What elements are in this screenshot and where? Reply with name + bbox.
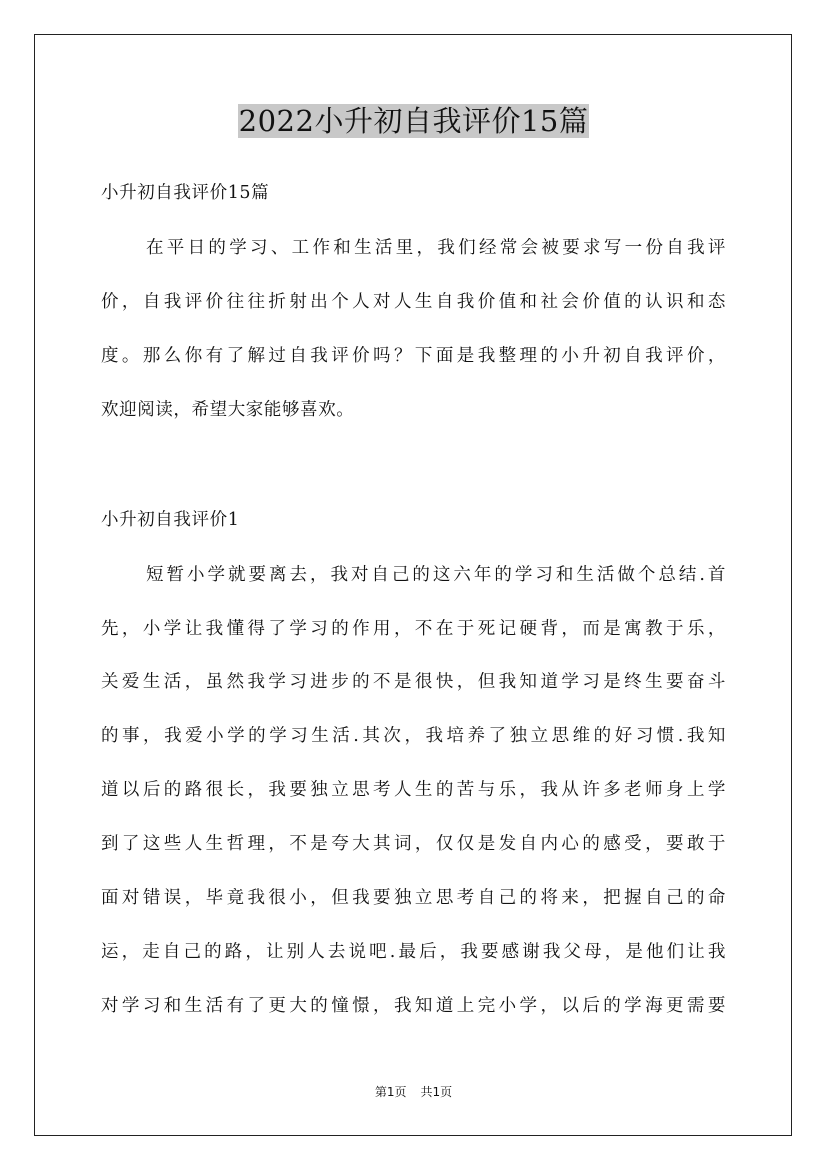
document-subtitle: 小升初自我评价15篇	[101, 183, 270, 203]
section-line: 的事，我爱小学的学习生活.其次，我培养了独立思维的好习惯.我知	[101, 726, 726, 746]
intro-line: 度。那么你有了解过自我评价吗？下面是我整理的小升初自我评价，	[101, 346, 726, 366]
page-footer	[0, 1083, 827, 1100]
document-title-wrap	[0, 100, 827, 142]
section-line: 到了这些人生哲理，不是夸大其词，仅仅是发自内心的感受，要敢于	[101, 834, 726, 854]
section-line: 道以后的路很长，我要独立思考人生的苦与乐，我从许多老师身上学	[101, 780, 726, 800]
section-line: 面对错误，毕竟我很小，但我要独立思考自己的将来，把握自己的命	[101, 888, 726, 908]
section-line: 关爱生活，虽然我学习进步的不是很快，但我知道学习是终生要奋斗	[101, 672, 726, 692]
section-heading: 小升初自我评价1	[101, 510, 240, 530]
page-total: 共1页	[420, 1085, 453, 1099]
section-line: 对学习和生活有了更大的憧憬，我知道上完小学，以后的学海更需要	[101, 996, 726, 1016]
section-line: 先，小学让我懂得了学习的作用，不在于死记硬背，而是寓教于乐，	[101, 619, 726, 639]
intro-line: 在平日的学习、工作和生活里，我们经常会被要求写一份自我评	[146, 238, 726, 258]
section-line: 短暂小学就要离去，我对自己的这六年的学习和生活做个总结.首	[146, 565, 726, 585]
document-title: 2022小升初自我评价15篇	[238, 104, 589, 138]
intro-line: 价，自我评价往往折射出个人对人生自我价值和社会价值的认识和态	[101, 292, 726, 312]
section-line: 运，走自己的路，让别人去说吧.最后，我要感谢我父母，是他们让我	[101, 942, 726, 962]
page-number: 第1页	[374, 1085, 407, 1099]
intro-line: 欢迎阅读，希望大家能够喜欢。	[101, 400, 355, 420]
